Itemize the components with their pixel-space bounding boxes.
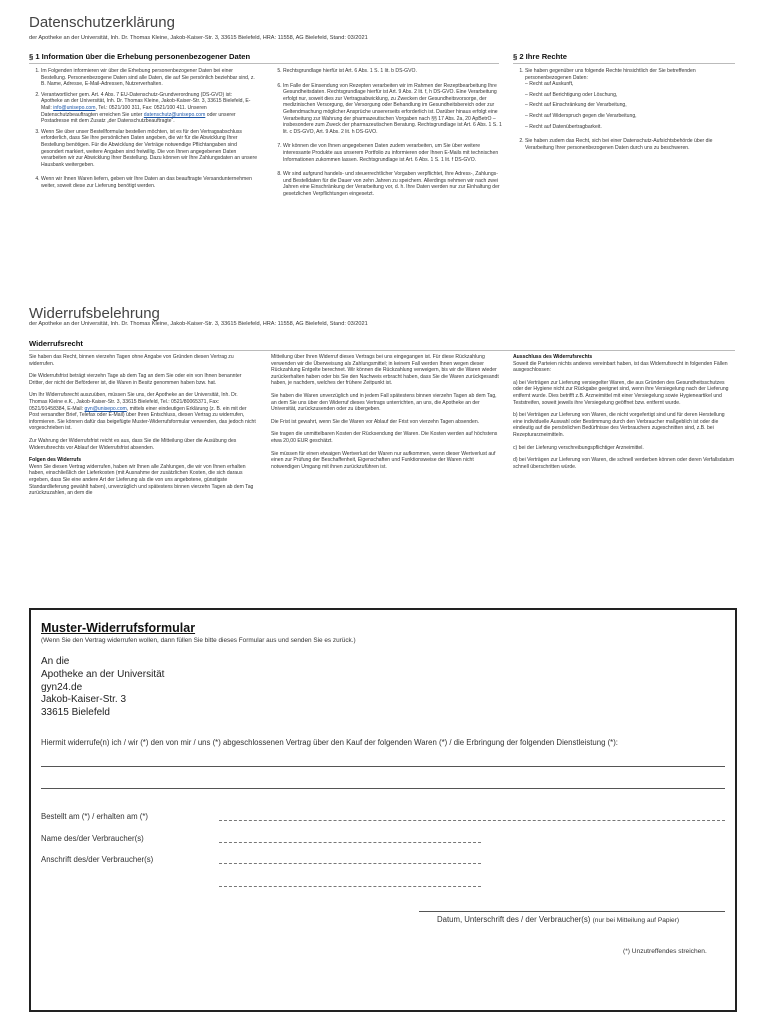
rights-item: – Recht auf Datenübertragbarkeit. — [525, 124, 735, 131]
withdrawal-form — [29, 608, 737, 1012]
list-item: 5. Rechtsgrundlage hierfür ist Art. 6 Abs. 1 S. 1 lit. b DS-GVO. — [283, 68, 503, 75]
paragraph: a) bei Verträgen zur Lieferung versiegelter Waren, die aus Gründen des Gesundheitsschutzes oder der Hygiene nicht zur Rückgabe geeignet sind, wenn ihre Versiegelung nach der Lieferung entfernt wurde. Dies betrifft z.B. Arzneimittel mit einer Versiegelung sowie Hygieneartikel und Teststreifen, soweit jeweils ihre Versiegelung geöffnet bzw. entfernt wurde. — [513, 379, 729, 406]
goods-line-2[interactable] — [41, 788, 725, 789]
list-item: 8. Wir sind aufgrund handels- und steuerrechtlicher Vorgaben verpflichtet, Ihre Adress-, Zahlungs- und Bestelldaten für die Dauer von zehn Jahren zu speichern. Allerdings nehmen wir nach zwei Jahren eine Einschränkung der Verarbeitung vor, d. h. Ihre Daten werden nur zur Einhaltung der gesetzlichen Verpflichtungen eingesetzt. — [283, 171, 503, 197]
form-note: (Wenn Sie den Vertrag widerrufen wollen, dann füllen Sie bitte dieses Formular aus und senden Sie es zurück.) — [41, 637, 356, 644]
paragraph: d) bei Verträgen zur Lieferung von Waren, die schnell verderben können oder deren Verfallsdatum schnell überschritten würde. — [513, 457, 734, 470]
privacy-column-2 — [271, 68, 503, 202]
privacy-email-link[interactable]: info@unisepo.com — [53, 104, 96, 111]
privacy-section2-title: § 2 Ihre Rechte — [513, 52, 568, 61]
signature-note: (nur bei Mitteilung auf Papier) — [592, 917, 680, 924]
address-line: An die — [41, 656, 70, 667]
form-statement: Hiermit widerrufe(n) ich / wir (*) den von mir / uns (*) abgeschlossenen Vertrag über den Kauf der folgenden Waren (*) / die Erbringung der folgenden Dienstleistung (*): — [41, 738, 618, 747]
list-item: 1. Im Folgenden informieren wir über die Erhebung personenbezogener Daten bei einer Bestellung. Personenbezogene Daten sind alle Daten, die auf Sie persönlich beziehbar sind, z. B. Name, Adresse, E-Mail-Adressen, Nutzerverhalten. — [41, 68, 259, 88]
address-line: gyn24.de — [41, 681, 83, 693]
rights-item: – Recht auf Widerspruch gegen die Verarbeitung, — [525, 113, 735, 120]
form-footnote: (*) Unzutreffendes streichen. — [623, 948, 707, 955]
list-item: 2. Sie haben zudem das Recht, sich bei einer Datenschutz-Aufsichtsbehörde über die Verarbeitung Ihrer personenbezogenen Daten durch uns zu beschweren. — [525, 138, 735, 151]
field-label-address: Anschrift des/der Verbraucher(s) — [41, 855, 154, 864]
rights-item: – Recht auf Auskunft, — [525, 81, 735, 88]
withdrawal-column-1 — [29, 354, 257, 503]
privacy-officer-email-link[interactable]: datenschutz@unisepo.com — [143, 111, 206, 118]
paragraph: Die Widerrufsfrist beträgt vierzehn Tage ab dem Tag an dem Sie oder ein von Ihnen benannter Dritter, der nicht der Beförderer ist, die Waren in Besitz genommen haben bzw. hat. — [29, 373, 242, 386]
list-item: 7. Wir können die von Ihnen angegebenen Daten zudem verarbeiten, um Sie über weitere interessante Produkte aus unserem Portfolio zu informieren oder Ihnen E-Mails mit technischen Informationen zukommen lassen. Rechtsgrundlage ist Art. 6 Abs. 1 S. 1 lit. f DS-GVO. — [283, 143, 503, 163]
rights-item: – Recht auf Einschränkung der Verarbeitung, — [525, 102, 735, 109]
recipient-address — [41, 656, 164, 720]
privacy-title: Datenschutzerklärung — [29, 14, 175, 31]
withdrawal-consequences-title: Folgen des Widerrufs — [29, 457, 82, 464]
consumer-address-field-2[interactable] — [219, 886, 481, 887]
signature-label: Datum, Unterschrift des / der Verbraucher(s) (nur bei Mitteilung auf Papier) — [437, 915, 680, 924]
paragraph: Sie haben die Waren unverzüglich und in jedem Fall spätestens binnen vierzehn Tagen ab dem Tag, an dem Sie uns über den Widerruf dieses Vertrags unterrichten, an uns, die Apotheke an der Universität, zurückzusenden oder zu übergeben. — [271, 392, 497, 413]
section-rule — [29, 350, 735, 351]
ordered-date-field[interactable] — [219, 820, 725, 821]
list-item: 1. Sie haben gegenüber uns folgende Rechte hinsichtlich der Sie betreffenden personenbezogenen Daten: – Recht auf Auskunft, – Recht auf Berichtigung oder Löschung, – Recht auf Einschränkung der Verarbeitung, – Recht auf Widerspruch gegen die Verarbeitung, – Recht auf Datenübertragbarkeit. — [525, 68, 735, 130]
withdrawal-title: Widerrufsbelehrung — [29, 305, 160, 322]
consumer-name-field[interactable] — [219, 842, 481, 843]
withdrawal-subtitle: der Apotheke an der Universität, Inh. Dr. Thomas Kleine, Jakob-Kaiser-Str. 3, 33615 Bielefeld, HRA: 11558, AG Bielefeld, Stand: 03/2021 — [29, 321, 368, 327]
paragraph: Soweit die Parteien nichts anderes vereinbart haben, ist das Widerrufsrecht in folgenden Fällen ausgeschlossen: — [513, 360, 728, 374]
withdrawal-section-title: Widerrufsrecht — [29, 339, 83, 348]
list-item: 6. Im Falle der Einsendung von Rezepten verarbeiten wir im Rahmen der Rezeptbearbeitung Ihre Gesundheitsdaten. Rechtsgrundlage hierfür ist Art. 9 Abs. 2 lit. f, h DS-GVO. Eine Verarbeitung erfolgt nur, soweit dies zur Vertragsabwicklung, zu Zwecken der Gesundheitsvorsorge, der medizinischen Versorgung, der Versorgung oder Behandlung im Gesundheitsbereich oder zur Geltendmachung möglicher Ansprüche unsererseits erforderlich ist. Darüber hinaus erfolgt eine Verarbeitung zur Wahrung der pharmazeutischen Vorgaben nach §§ 17 Abs. 2a, 20 ApBetrO – insbesondere zum Zweck der pharmazeutischen Beratung. Rechtsgrundlage ist Art. 6 Abs. 1 S. 1 lit. c DS-GVO, Art. 9 Abs. 2 lit. h DS-GVO. — [283, 83, 503, 136]
address-line: Apotheke an der Universität — [41, 668, 165, 680]
section-rule — [513, 63, 735, 64]
paragraph: c) bei der Lieferung verschreibungspflichtiger Arzneimittel. — [513, 444, 644, 451]
address-line: Jakob-Kaiser-Str. 3 — [41, 694, 127, 706]
privacy-subtitle: der Apotheke an der Universität, Inh. Dr. Thomas Kleine, Jakob-Kaiser-Str. 3, 33615 Bielefeld, HRA: 11558, AG Bielefeld, Stand: 03/2021 — [29, 35, 368, 41]
section-rule — [29, 63, 499, 64]
privacy-column-3 — [513, 68, 735, 155]
list-item: 2. Verantwortlicher gem. Art. 4 Abs. 7 EU-Datenschutz-Grundverordnung (DS-GVO) ist: Apotheke an der Universität, Inh. Dr. Thomas Kleine, Jakob-Kaiser-Str. 3, 33615 Bielefeld, E-Mail: info@unisepo.com, Tel.: 0521/100 311, Fax: 0521/100 411. Unseren Datenschutzbeauftragten erreichen Sie unter datenschutz@unisepo.com oder unserer Postadresse mit dem Zusatz „der Datenschutzbeauftragte“. — [41, 92, 259, 125]
form-title: Muster-Widerrufsformular — [41, 621, 196, 635]
rights-list — [525, 81, 735, 130]
paragraph: b) bei Verträgen zur Lieferung von Waren, die nicht vorgefertigt sind und für deren Herstellung eine individuelle Auswahl oder Bestimmung durch den Verbraucher maßgeblich ist oder die eindeutig auf die persönlichen Bedürfnisse des Verbrauchers zugeschnitten sind, z.B. bei Rezepturarzneimitteln. — [513, 412, 725, 438]
paragraph: Die Frist ist gewahrt, wenn Sie die Waren vor Ablauf der Frist von vierzehn Tagen absenden. — [271, 418, 480, 425]
paragraph: Mitteilung über Ihren Widerruf dieses Vertrags bei uns eingegangen ist. Für diese Rückzahlung verwenden wir die Überweisung als Zahlungsmittel; in keinem Fall werden Ihnen wegen dieser Rückzahlung Entgelte berechnet. Wir können die Rückzahlung verweigern, bis wir die Waren wieder zurückerhalten haben oder bis Sie den Nachweis erbracht haben, dass Sie die Waren zurückgesandt haben, je nachdem, welches der frühere Zeitpunkt ist. — [271, 354, 499, 387]
withdrawal-exclusion-title: Ausschluss des Widerrufsrechts — [513, 354, 593, 360]
paragraph: Sie müssen für einen etwaigen Wertverlust der Waren nur aufkommen, wenn dieser Wertverlust auf einen zur Prüfung der Beschaffenheit, Eigenschaften und Funktionsweise der Waren nicht notwendigen Umgang mit ihnen zurückzuführen ist. — [271, 450, 496, 470]
rights-item: – Recht auf Berichtigung oder Löschung, — [525, 92, 735, 99]
list-item: 4. Wenn wir Ihnen Waren liefern, geben wir Ihre Daten an das beauftragte Versandunternehmen weiter, soweit diese zur Lieferung benötigt werden. — [41, 176, 259, 189]
signature-line[interactable] — [419, 911, 725, 912]
withdrawal-column-2 — [271, 354, 499, 476]
consumer-address-field[interactable] — [219, 863, 481, 864]
list-item: 3. Wenn Sie über unser Bestellformular bestellen möchten, ist es für den Vertragsabschluss erforderlich, dass Sie Ihre persönlichen Daten angeben, die wir für die Abwicklung Ihrer Bestellung benötigen. Für die Abwicklung der Verträge notwendige Pflichtangaben sind gesondert markiert, weitere Angaben sind freiwillig. Die von Ihnen angegebenen Daten verarbeiten wir zur Abwicklung Ihrer Bestellung. Dazu können wir Ihre Zahlungsdaten an unsere Hausbank weitergeben. — [41, 129, 259, 169]
paragraph: Wenn Sie diesen Vertrag widerrufen, haben wir Ihnen alle Zahlungen, die wir von Ihnen erhalten haben, einschließlich der Lieferkosten (mit Ausnahme der zusätzlichen Kosten, die sich daraus ergeben, dass Sie eine andere Art der Lieferung als die von uns angebotene, günstigste Standardlieferung gewählt haben), unverzüglich und spätestens binnen vierzehn Tagen ab dem Tag zurückzuzahlen, an dem die — [29, 463, 254, 497]
privacy-column-1 — [29, 68, 259, 194]
field-label-name: Name des/der Verbraucher(s) — [41, 834, 144, 843]
withdrawal-email-link[interactable]: gyn@unisepo.com — [84, 405, 127, 412]
paragraph: Zur Wahrung der Widerrufsfrist reicht es aus, dass Sie die Mitteilung über die Ausübung des Widerrufsrechts vor Ablauf der Widerrufsfrist absenden. — [29, 437, 237, 451]
privacy-section1-title: § 1 Information über die Erhebung personenbezogener Daten — [29, 52, 251, 61]
paragraph: Um Ihr Widerrufsrecht auszuüben, müssen Sie uns, der Apotheke an der Universität, Inh. Dr. Thomas Kleine e.K., Jakob-Kaiser-Str. 3, 33615 Bielefeld, Tel.: 0521/80065371, Fax: 0521/91458384, E-Mail: gyn@unisepo.com, mittels einer eindeutigen Erklärung (z. B. ein mit der Post versandter Brief, Telefax oder E-Mail) über Ihren Entschluss, diesen Vertrag zu widerrufen, informieren. Sie können dafür das beigefügte Muster-Widerrufsformular verwenden, das jedoch nicht vorgeschrieben ist. — [29, 392, 256, 432]
goods-line-1[interactable] — [41, 766, 725, 767]
paragraph: Sie tragen die unmittelbaren Kosten der Rücksendung der Waren. Die Kosten werden auf höchstens etwa 20,00 EUR geschätzt. — [271, 431, 498, 444]
address-line: 33615 Bielefeld — [41, 707, 110, 719]
field-label-ordered: Bestellt am (*) / erhalten am (*) — [41, 812, 149, 821]
withdrawal-column-3 — [513, 354, 735, 476]
paragraph: Sie haben das Recht, binnen vierzehn Tagen ohne Angabe von Gründen diesen Vertrag zu widerrufen. — [29, 354, 234, 367]
